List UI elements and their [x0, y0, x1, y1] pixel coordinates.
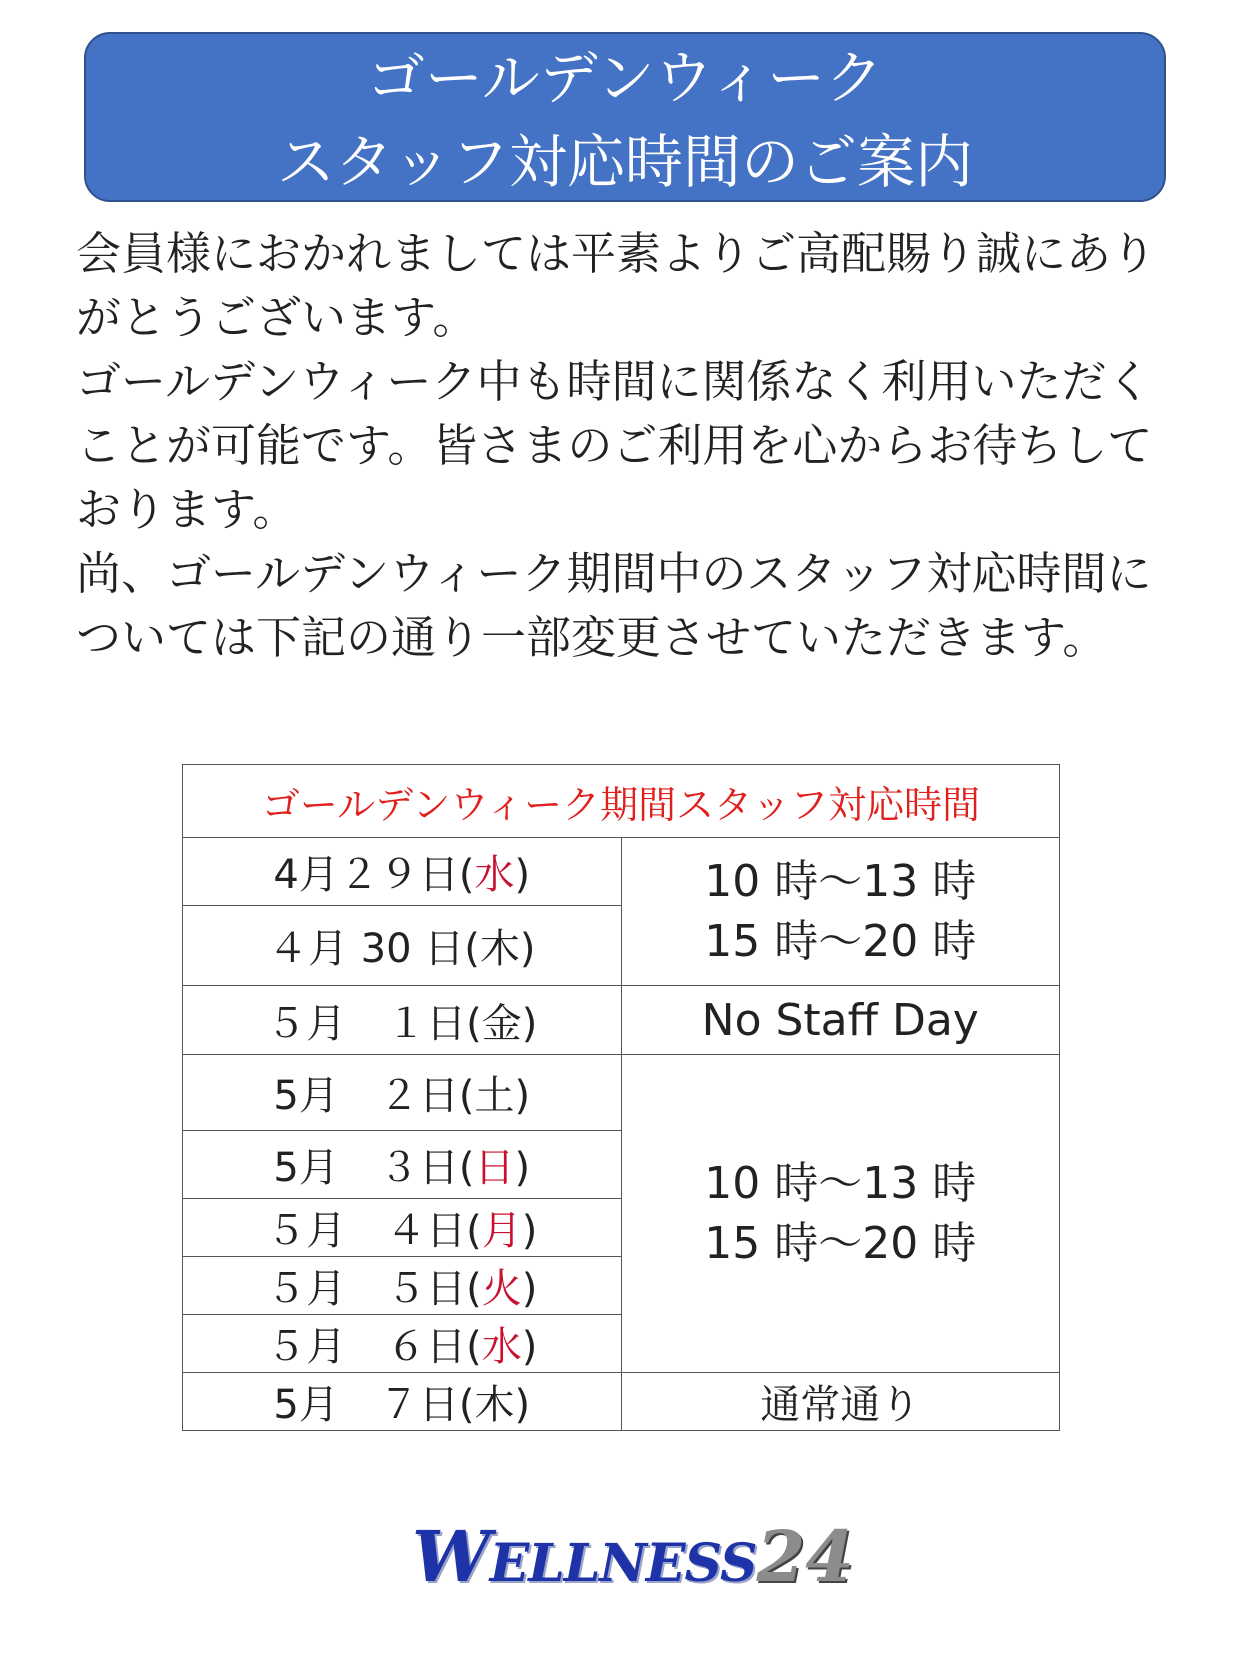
day-of-week: 水 — [481, 1324, 522, 1370]
hours-cell — [621, 838, 1060, 986]
intro-paragraph-2: ゴールデンウィーク中も時間に関係なく利用いただくことが可能です。皆さまのご利用を心からお待ちしております。 — [76, 355, 1153, 536]
day-of-week: 日 — [474, 1145, 515, 1191]
date-cell: 4月２９日(水) — [183, 838, 622, 906]
date-cell: 5月 ７日(木) — [183, 1373, 622, 1431]
date-cell: ４月 30 日(木) — [183, 906, 622, 986]
title-banner — [84, 32, 1166, 202]
hours-line-2: 15 時～20 時 — [704, 1217, 977, 1269]
hours-line-1: 10 時～13 時 — [704, 1157, 977, 1209]
table-row — [183, 1055, 1060, 1131]
date-cell: ５月 １日(金) — [183, 986, 622, 1055]
logo-wordmark: WELLNESS — [412, 1515, 757, 1598]
table-row — [183, 986, 1060, 1055]
staff-hours-table — [182, 764, 1060, 1431]
day-of-week: 木 — [479, 926, 520, 972]
intro-paragraph-1: 会員様におかれましては平素よりご高配賜り誠にありがとうございます。 — [76, 227, 1157, 344]
day-of-week: 火 — [481, 1266, 522, 1312]
day-of-week: 水 — [474, 852, 515, 898]
date-cell: 5月 ３日(日) — [183, 1131, 622, 1199]
date-cell: ５月 ６日(水) — [183, 1315, 622, 1373]
table-row — [183, 1373, 1060, 1431]
day-of-week: 金 — [481, 1000, 522, 1047]
no-staff-day-cell: No Staff Day — [621, 986, 1060, 1055]
table-header: ゴールデンウィーク期間スタッフ対応時間 — [183, 765, 1060, 838]
intro-text — [76, 222, 1168, 670]
hours-cell — [621, 1055, 1060, 1373]
hours-line-2: 15 時～20 時 — [704, 915, 977, 967]
title-line-2: スタッフ対応時間のご案内 — [276, 128, 973, 196]
wellness24-logo — [412, 1515, 854, 1598]
intro-paragraph-3: 尚、ゴールデンウィーク期間中のスタッフ対応時間については下記の通り一部変更させていただきます。 — [76, 547, 1152, 664]
day-of-week: 土 — [474, 1073, 515, 1119]
hours-line-1: 10 時～13 時 — [704, 855, 977, 907]
day-of-week: 木 — [474, 1382, 515, 1428]
title-line-1: ゴールデンウィーク — [366, 44, 884, 112]
day-of-week: 月 — [481, 1208, 522, 1254]
logo-number: 24 — [756, 1515, 854, 1598]
table-row — [183, 838, 1060, 906]
date-cell: 5月 ２日(土) — [183, 1055, 622, 1131]
normal-hours-cell: 通常通り — [621, 1373, 1060, 1431]
date-cell: ５月 ５日(火) — [183, 1257, 622, 1315]
date-cell: ５月 ４日(月) — [183, 1199, 622, 1257]
